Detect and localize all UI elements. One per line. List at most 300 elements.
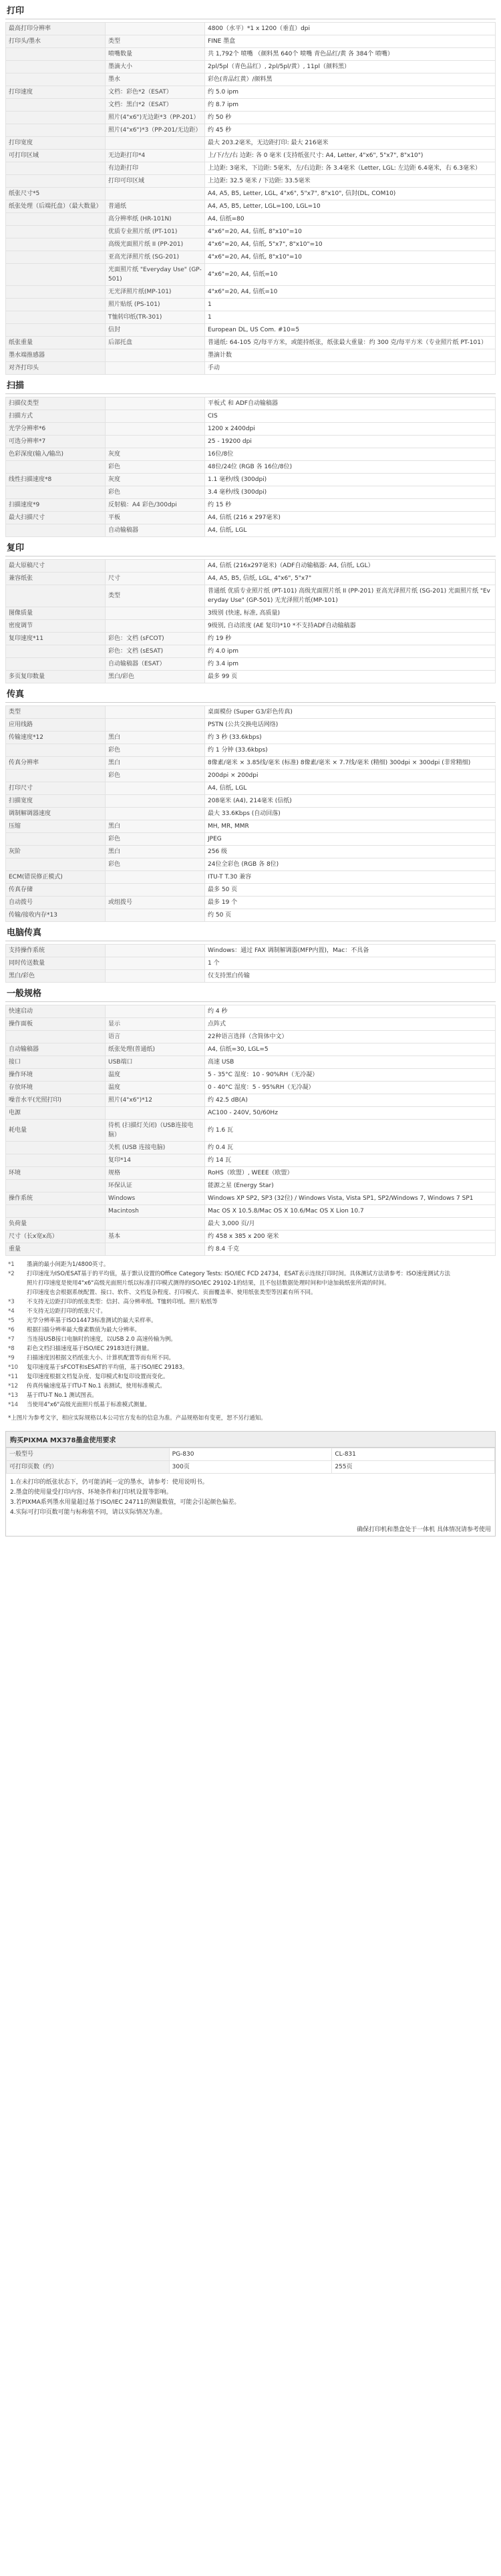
table-row	[6, 73, 496, 86]
table-row	[6, 782, 496, 795]
spec-subkey: 彩色	[106, 461, 205, 474]
spec-value: A4, 信纸 (216 x 297毫米)	[205, 512, 496, 524]
spec-value: 彩色(青品红黄）/颜料黑	[205, 73, 496, 86]
table-row	[6, 86, 496, 99]
table-row	[6, 1107, 496, 1120]
footnote-text: 复印速度基于sFCOT和sESAT的平均值，基于ISO/IEC 29183。	[27, 1364, 188, 1371]
footnote-text: 基于ITU-T No.1 测试图表。	[27, 1392, 98, 1399]
table-row	[6, 112, 496, 124]
ink-line: 2.墨盒的使用量受打印内容、环境条件和打印机设置等影响。	[10, 1489, 172, 1496]
table-row	[6, 833, 496, 846]
spec-key: 打印头/墨水	[6, 35, 106, 48]
table-row	[6, 585, 496, 607]
table-row	[6, 461, 496, 474]
spec-subkey: 打印可印区域	[106, 175, 205, 188]
spec-key: 最高打印分辨率	[6, 23, 106, 35]
spec-subkey	[106, 23, 205, 35]
spec-subkey: 照片贴纸 (PS-101)	[106, 299, 205, 311]
spec-value: European DL, US Com. #10=5	[205, 324, 496, 337]
spec-key: 密度调节	[6, 620, 106, 633]
spec-subkey	[106, 560, 205, 573]
table-row	[6, 909, 496, 922]
table-row	[6, 188, 496, 200]
spec-subkey: 自动输稿器（ESAT）	[106, 658, 205, 671]
spec-key: 自动输稿器	[6, 1043, 106, 1056]
spec-subkey: 黑白	[106, 846, 205, 858]
spec-subkey: 信封	[106, 324, 205, 337]
spec-value: 约 8.7 ipm	[205, 99, 496, 112]
section-title: 电脑传真	[5, 926, 496, 941]
footnote	[8, 1335, 493, 1344]
footer-note: *上图片为参考文字，相应实际规格以本公司官方发布的信息为准。产品规格如有变更，恕不另行通知。	[8, 1415, 267, 1422]
table-row	[6, 620, 496, 633]
spec-subkey: 类型	[106, 35, 205, 48]
footnote-mark: *3	[8, 1299, 15, 1305]
spec-key: 色彩深度(输入/输出)	[6, 448, 106, 461]
spec-value: 4800（水平）*1 x 1200（垂直）dpi	[205, 23, 496, 35]
table-row	[6, 607, 496, 620]
table-row	[6, 448, 496, 461]
spec-subkey: USB端口	[106, 1056, 205, 1069]
table-row	[6, 1094, 496, 1107]
spec-key	[6, 833, 106, 846]
table-row	[6, 299, 496, 311]
spec-value: 桌面模份 (Super G3/彩色传真)	[205, 706, 496, 719]
spec-subkey: 灰度	[106, 448, 205, 461]
table-row	[6, 486, 496, 499]
spec-value: 上边距: 3毫米，下边距: 5毫米，左/右边距: 各 3.4毫米（Letter, LGL: 左边距 6.4毫米，右 6.3毫米）	[205, 162, 496, 175]
spec-subkey: Windows	[106, 1192, 205, 1205]
table-row	[6, 35, 496, 48]
footnote-mark: *8	[8, 1345, 15, 1352]
spec-value: 25 - 19200 dpi	[205, 436, 496, 448]
spec-key: 线性扫描速度*8	[6, 474, 106, 486]
spec-key	[6, 486, 106, 499]
spec-subkey: 光面照片纸 "Everyday Use" (GP-501)	[106, 264, 205, 286]
spec-value: 约 1.6 瓦	[205, 1120, 496, 1142]
spec-value: 上/下/左/右 边距: 各 0 毫米 (支持纸张尺寸: A4, Letter, 4"x6", 5"x7", 8"x10")	[205, 150, 496, 162]
footnote-mark: *6	[8, 1327, 15, 1333]
section-title: 传真	[5, 687, 496, 703]
spec-subkey: Macintosh	[106, 1205, 205, 1218]
spec-key: 负荷量	[6, 1218, 106, 1231]
spec-key: 支持操作系统	[6, 945, 106, 957]
spec-key: 打印速度	[6, 86, 106, 99]
footnote-text: 不支持无边距打印的纸张类型：信封、高分辨率纸、T恤转印纸、照片贴纸等	[27, 1299, 218, 1305]
ink-cell: CL-831	[332, 1448, 495, 1461]
spec-key	[6, 524, 106, 537]
section-title: 扫描	[5, 379, 496, 394]
spec-value: Windows：通过 FAX 调制解调器(MFP内置)，Mac：不具备	[205, 945, 496, 957]
table-row	[6, 633, 496, 645]
spec-key: 传输速度*12	[6, 732, 106, 744]
spec-value: 平板式 和 ADF自动输稿器	[205, 397, 496, 410]
spec-key: 传真存储	[6, 884, 106, 897]
spec-value: 22种语言选择（含简体中文）	[205, 1031, 496, 1043]
spec-value: 最大 33.6Kbps (自动回落)	[205, 808, 496, 820]
spec-subkey: 规格	[106, 1167, 205, 1180]
spec-subkey: 基本	[106, 1231, 205, 1243]
spec-key: 多页复印数量	[6, 671, 106, 683]
spec-subkey: 普通纸	[106, 200, 205, 213]
spec-value: 约 14 瓦	[205, 1154, 496, 1167]
spec-subkey: 黑白	[106, 757, 205, 770]
spec-value: A4, 信纸, LGL	[205, 524, 496, 537]
spec-value: 1	[205, 299, 496, 311]
spec-value: 上边距: 32.5 毫米 / 下边距: 33.5毫米	[205, 175, 496, 188]
spec-value: 约 4.0 ipm	[205, 645, 496, 658]
footnote-mark: *1	[8, 1261, 15, 1268]
ink-cell: 300页	[169, 1461, 332, 1474]
spec-subkey	[106, 871, 205, 884]
table-row	[6, 744, 496, 757]
spec-value: 约 0.4 瓦	[205, 1142, 496, 1154]
spec-table	[5, 559, 496, 683]
spec-value: 约 50 秒	[205, 112, 496, 124]
section-title: 一般规格	[5, 987, 496, 1002]
spec-key	[6, 461, 106, 474]
spec-value: 1200 x 2400dpi	[205, 423, 496, 436]
table-row	[6, 251, 496, 264]
ink-cell: 一般型号	[7, 1448, 170, 1461]
spec-value: 4"x6"=20, A4, 信纸, 8"x10"=10	[205, 226, 496, 238]
footnote	[8, 1269, 493, 1279]
spec-value: 约 50 页	[205, 909, 496, 922]
spec-subkey	[106, 970, 205, 983]
spec-value: 256 级	[205, 846, 496, 858]
spec-value: 24位全彩色 (RGB 各 8位)	[205, 858, 496, 871]
table-row	[6, 1082, 496, 1094]
table-row	[6, 226, 496, 238]
spec-subkey	[106, 436, 205, 448]
table-row	[6, 1167, 496, 1180]
spec-key: 压缩	[6, 820, 106, 833]
spec-key: 接口	[6, 1056, 106, 1069]
spec-value: ITU-T T.30 兼容	[205, 871, 496, 884]
footnote-text: 打印速度也会根据系统配置、接口、软件、文档复杂程度、打印模式、页面覆盖率、使用纸张类型等因素有所不同。	[27, 1289, 317, 1296]
footnote	[8, 1363, 493, 1372]
spec-value: A4, 信纸, LGL	[205, 782, 496, 795]
table-row	[6, 524, 496, 537]
table-row	[6, 324, 496, 337]
spec-key: 操作环境	[6, 1069, 106, 1082]
spec-value: 约 42.5 dB(A)	[205, 1094, 496, 1107]
spec-key	[6, 585, 106, 607]
spec-table	[5, 22, 496, 375]
table-row	[6, 957, 496, 970]
footnote-mark: *10	[8, 1364, 19, 1371]
spec-key: 可选分辨率*7	[6, 436, 106, 448]
table-row	[6, 162, 496, 175]
spec-subkey	[106, 706, 205, 719]
spec-value: AC100 - 240V, 50/60Hz	[205, 1107, 496, 1120]
spec-subkey: 高级光面照片纸 II (PP-201)	[106, 238, 205, 251]
table-row	[6, 645, 496, 658]
ink-table	[6, 1448, 495, 1474]
spec-key: 最大扫描尺寸	[6, 512, 106, 524]
spec-value: A4, 信纸=80	[205, 213, 496, 226]
ink-line: 4.实际可打印页数可能与标称值不同，请以实际情况为准。	[10, 1509, 166, 1516]
table-row	[6, 658, 496, 671]
table-row	[6, 48, 496, 61]
spec-value: 约 45 秒	[205, 124, 496, 137]
spec-value: 4"x6"=20, A4, 信纸=10	[205, 264, 496, 286]
footnote-text: 照片打印速度是使用4"x6"高级光面照片纸以标准打印模式测得的ISO/IEC 29102-1的结果，且不包括数据处理时间和中途加载纸张所需的时间。	[27, 1280, 390, 1287]
spec-subkey	[106, 423, 205, 436]
spec-subkey	[106, 362, 205, 375]
spec-value: A4, A5, B5, 信纸, LGL, 4"x6", 5"x7"	[205, 573, 496, 585]
spec-subkey: 高分辨率纸 (HR-101N)	[106, 213, 205, 226]
spec-value: 9级别, 自动浓度 (AE 复印)*10 *不支持ADF自动输稿器	[205, 620, 496, 633]
spec-key	[6, 1142, 106, 1154]
spec-key	[6, 744, 106, 757]
footnote-text: 打印速度为ISO/ESAT基于的平均值，基于默认设置的Office Category Tests: ISO/IEC FCD 24734，ESAT表示连续打印时间。具体测试方法请参考：ISO速度测试方法	[27, 1271, 450, 1277]
spec-subkey	[106, 1243, 205, 1256]
footnote-text: 传真传输速度基于ITU-T No.1 表测试，使用标准模式。	[27, 1383, 166, 1390]
table-row	[6, 820, 496, 833]
footnote	[8, 1382, 493, 1391]
table-row	[6, 238, 496, 251]
spec-value: A4, A5, B5, Letter, LGL, 4"x6", 5"x7", 8"x10", 信封(DL, COM10)	[205, 188, 496, 200]
spec-subkey: 黑白/彩色	[106, 671, 205, 683]
spec-value: 高速 USB	[205, 1056, 496, 1069]
footnote	[8, 1307, 493, 1316]
ink-box-body	[6, 1474, 495, 1522]
spec-key: 类型	[6, 706, 106, 719]
spec-value: 200dpi × 200dpi	[205, 770, 496, 782]
spec-key: 黑白/彩色	[6, 970, 106, 983]
spec-subkey	[106, 909, 205, 922]
ink-box	[5, 1431, 496, 1537]
spec-subkey	[106, 620, 205, 633]
spec-key: 尺寸（长x宽x高）	[6, 1231, 106, 1243]
table-row	[6, 1180, 496, 1192]
spec-key	[6, 112, 106, 124]
spec-subkey: 显示	[106, 1018, 205, 1031]
spec-key: 打印宽度	[6, 137, 106, 150]
footnote-text: 光学分辨率基于ISO14473标准测试的最大采样率。	[27, 1317, 157, 1324]
spec-value: 8像素/毫米 × 3.85线/毫米 (标准) 8像素/毫米 × 7.7线/毫米 (精细) 300dpi × 300dpi (非常精细)	[205, 757, 496, 770]
spec-key: 兼容纸张	[6, 573, 106, 585]
table-row	[6, 1005, 496, 1018]
table-row	[6, 1056, 496, 1069]
spec-value: 1	[205, 311, 496, 324]
spec-key: 最大原稿尺寸	[6, 560, 106, 573]
footnote-text: 当使用4"x6"高级光面照片纸基于标准模式测量。	[27, 1402, 151, 1408]
spec-value: 能源之星 (Energy Star)	[205, 1180, 496, 1192]
spec-subkey: 尺寸	[106, 573, 205, 585]
ink-cell: PG-830	[169, 1448, 332, 1461]
spec-key	[6, 61, 106, 73]
footnote-text: 当连接USB接口电脑时的速度，以USB 2.0 高速传输为例。	[27, 1336, 176, 1343]
spec-value: 手动	[205, 362, 496, 375]
footnote-mark: *9	[8, 1355, 15, 1361]
table-row	[6, 945, 496, 957]
table-row	[6, 175, 496, 188]
spec-key: 光学分辨率*6	[6, 423, 106, 436]
spec-subkey: 待机 (扫描灯关闭)（USB连接电脑）	[106, 1120, 205, 1142]
table-row	[6, 1218, 496, 1231]
table-row	[6, 137, 496, 150]
table-row	[6, 884, 496, 897]
table-row	[6, 1243, 496, 1256]
spec-value: PSTN (公共交换电话网络)	[205, 719, 496, 732]
table-row	[6, 337, 496, 349]
table-row	[6, 512, 496, 524]
spec-value: 最大 203.2毫米，无边距打印: 最大 216毫米	[205, 137, 496, 150]
spec-subkey: 或组拨号	[106, 897, 205, 909]
table-row	[6, 213, 496, 226]
table-row	[6, 706, 496, 719]
footnote	[8, 1279, 493, 1288]
spec-value: 约 15 秒	[205, 499, 496, 512]
table-row	[6, 423, 496, 436]
spec-subkey	[106, 795, 205, 808]
table-row	[6, 1043, 496, 1056]
footnote	[8, 1325, 493, 1335]
spec-subkey: 彩色：文档 (sESAT)	[106, 645, 205, 658]
spec-subkey	[106, 1005, 205, 1018]
spec-key	[6, 1205, 106, 1218]
table-row	[7, 1461, 495, 1474]
table-row	[6, 200, 496, 213]
spec-subkey	[106, 188, 205, 200]
spec-subkey: 平板	[106, 512, 205, 524]
ink-box-bottom-note: 确保打印机和墨盒处于一体机 具体情况请参考使用	[357, 1526, 491, 1533]
spec-table	[5, 397, 496, 537]
spec-value: 4"x6"=20, A4, 信纸, 8"x10"=10	[205, 251, 496, 264]
table-row	[6, 349, 496, 362]
spec-value: 约 4 秒	[205, 1005, 496, 1018]
spec-subkey: 无边距打印*4	[106, 150, 205, 162]
table-row	[6, 150, 496, 162]
spec-subkey: 环保认证	[106, 1180, 205, 1192]
spec-key	[6, 238, 106, 251]
footnote	[8, 1344, 493, 1353]
spec-subkey: 有边距打印	[106, 162, 205, 175]
spec-key: 可打印区域	[6, 150, 106, 162]
section-title: 复印	[5, 541, 496, 556]
spec-value: 墨滴计数	[205, 349, 496, 362]
spec-value: 约 458 x 385 x 200 毫米	[205, 1231, 496, 1243]
table-row	[6, 264, 496, 286]
footnote-text: 墨滴的最小间距为1/4800英寸。	[27, 1261, 110, 1268]
spec-subkey: 照片(4"x6")*12	[106, 1094, 205, 1107]
spec-key	[6, 264, 106, 286]
footnote-text: 不支持无边距打印的纸张尺寸。	[27, 1308, 107, 1315]
spec-key	[6, 770, 106, 782]
table-row	[6, 719, 496, 732]
footnotes	[5, 1256, 496, 1427]
spec-key	[6, 645, 106, 658]
spec-subkey: T恤转印纸(TR-301)	[106, 311, 205, 324]
spec-key: 电源	[6, 1107, 106, 1120]
spec-subkey	[106, 808, 205, 820]
spec-value: JPEG	[205, 833, 496, 846]
footnote	[8, 1400, 493, 1410]
footnote-text: 彩色文档扫描速度基于ISO/IEC 29183进行测量。	[27, 1345, 153, 1352]
table-row	[6, 1231, 496, 1243]
table-row	[6, 286, 496, 299]
spec-subkey: 彩色	[106, 744, 205, 757]
footnote-mark: *2	[8, 1271, 15, 1277]
table-row	[6, 1142, 496, 1154]
spec-key	[6, 1154, 106, 1167]
spec-subkey: 纸张处理(普通纸)	[106, 1043, 205, 1056]
spec-value: Mac OS X 10.5.8/Mac OS X 10.6/Mac OS X Lion 10.7	[205, 1205, 496, 1218]
spec-subkey: 优质专业照片纸 (PT-101)	[106, 226, 205, 238]
ink-line: 1.在未打印的纸张状态下，仍可能消耗一定的墨水，请参考：使用说明书。	[10, 1479, 208, 1486]
spec-key: 存放环境	[6, 1082, 106, 1094]
footnote-mark	[8, 1288, 27, 1297]
table-row	[6, 1031, 496, 1043]
table-row	[6, 474, 496, 486]
table-row	[6, 1018, 496, 1031]
spec-subkey: 墨滴大小	[106, 61, 205, 73]
spec-key: 图像质量	[6, 607, 106, 620]
footnote-text: 根据扫描分辨率最大像素数值为最大分辨率。	[27, 1327, 141, 1333]
spec-value: 约 19 秒	[205, 633, 496, 645]
spec-value: A4, A5, B5, Letter, LGL=100, LGL=10	[205, 200, 496, 213]
spec-key: 纸张尺寸*5	[6, 188, 106, 200]
spec-key	[6, 858, 106, 871]
spec-key: 扫描宽度	[6, 795, 106, 808]
footnote	[8, 1372, 493, 1382]
footnote-mark: *5	[8, 1317, 15, 1324]
spec-key: 调制解调器速度	[6, 808, 106, 820]
ink-box-title: 购买PIXMA MX378墨盒使用要求	[6, 1432, 495, 1448]
table-row	[6, 770, 496, 782]
spec-key	[6, 162, 106, 175]
spec-key	[6, 658, 106, 671]
table-row	[6, 560, 496, 573]
section-title: 打印	[5, 4, 496, 19]
spec-value: 1 个	[205, 957, 496, 970]
footnote-text: 扫描速度因根据文档纸张大小、计算机配置等而有所不同。	[27, 1355, 175, 1361]
spec-value: 仅支持黑白传输	[205, 970, 496, 983]
spec-key: 打印尺寸	[6, 782, 106, 795]
spec-value: 2pl/5pl（青色品红）, 2pl/5pl/黄）, 11pl（颜料黑）	[205, 61, 496, 73]
spec-key: 重量	[6, 1243, 106, 1256]
spec-subkey: 温度	[106, 1069, 205, 1082]
spec-subkey: 彩色	[106, 858, 205, 871]
spec-value: 16位/8位	[205, 448, 496, 461]
spec-key: 环境	[6, 1167, 106, 1180]
footnote	[8, 1391, 493, 1400]
table-row	[6, 99, 496, 112]
spec-value: 3级别 (快速, 标准, 高质量)	[205, 607, 496, 620]
spec-value: 约 1 分钟 (33.6kbps)	[205, 744, 496, 757]
spec-key: 快速启动	[6, 1005, 106, 1018]
spec-subkey: 文档：黑白*2（ESAT）	[106, 99, 205, 112]
table-row	[6, 671, 496, 683]
spec-key	[6, 226, 106, 238]
spec-key	[6, 324, 106, 337]
spec-value: 48位/24位 (RGB 各 16位/8位)	[205, 461, 496, 474]
spec-subkey: 复印*14	[106, 1154, 205, 1167]
spec-value: 最多 19 个	[205, 897, 496, 909]
spec-subkey: 温度	[106, 1082, 205, 1094]
spec-subkey: 自动输稿器	[106, 524, 205, 537]
table-row	[6, 1205, 496, 1218]
table-row	[6, 124, 496, 137]
spec-subkey: 彩色	[106, 770, 205, 782]
spec-subkey: 类型	[106, 585, 205, 607]
spec-key: 扫描速度*9	[6, 499, 106, 512]
spec-key: 噪音水平(光照打印)	[6, 1094, 106, 1107]
table-row	[6, 795, 496, 808]
footnote-mark: *7	[8, 1336, 15, 1343]
